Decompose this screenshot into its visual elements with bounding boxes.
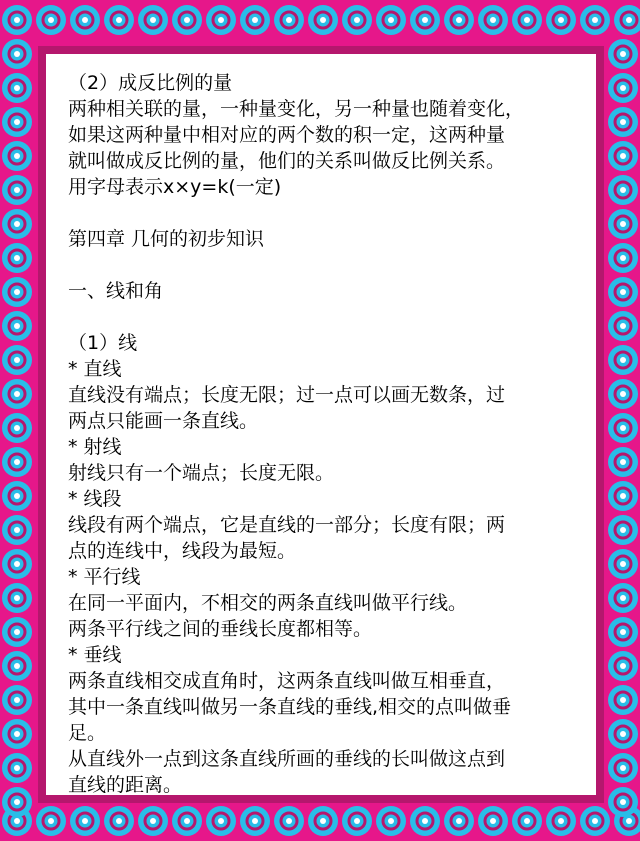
swirl-tile [206,806,236,836]
swirl-tile [2,345,32,375]
page-frame [38,46,604,803]
page-content-area [46,54,596,795]
swirl-tile [608,175,638,205]
swirl-tile [608,243,638,273]
straight-line-heading: * 直线 [68,358,122,380]
swirl-tile [2,209,32,239]
swirl-tile [478,806,508,836]
swirl-tile [2,617,32,647]
perpendicular-text-4: 从直线外一点到这条直线所画的垂线的长叫做这点到 [68,748,506,770]
swirl-tile [2,379,32,409]
parallel-text-1: 在同一平面内，不相交的两条直线叫做平行线。 [68,592,468,614]
perpendicular-text-2: 其中一条直线叫做另一条直线的垂线,相交的点叫做垂 [68,696,512,718]
swirl-tile [2,549,32,579]
parallel-text-2: 两条平行线之间的垂线长度都相等。 [68,618,373,640]
swirl-tile [2,39,32,69]
swirl-tile [608,685,638,715]
swirl-tile [342,806,372,836]
swirl-tile [2,583,32,613]
swirl-tile [2,515,32,545]
swirl-tile [608,617,638,647]
swirl-tile [608,719,638,749]
swirl-tile [308,806,338,836]
parallel-heading: * 平行线 [68,566,141,588]
swirl-tile [580,5,610,35]
swirl-tile [410,5,440,35]
swirl-tile [608,651,638,681]
perpendicular-text-3: 足。 [68,722,107,744]
swirl-tile [608,141,638,171]
inverse-proportion-heading: （2）成反比例的量 [68,72,233,94]
swirl-tile [36,806,66,836]
swirl-tile [614,5,640,35]
straight-line-text-2: 两点只能画一条直线。 [68,410,259,432]
swirl-tile [608,39,638,69]
swirl-tile [70,806,100,836]
swirl-tile [240,806,270,836]
swirl-tile [2,5,32,35]
perpendicular-text-1: 两条直线相交成直角时，这两条直线叫做互相垂直， [68,670,506,692]
swirl-tile [70,5,100,35]
swirl-tile [580,806,610,836]
swirl-tile [608,515,638,545]
inverse-proportion-line-2: 如果这两种量中相对应的两个数的积一定，这两种量 [68,124,506,146]
swirl-tile [2,447,32,477]
swirl-tile [2,277,32,307]
ray-heading: * 射线 [68,436,122,458]
document-body [68,70,588,795]
swirl-tile [138,806,168,836]
swirl-tile [138,5,168,35]
swirl-tile [2,413,32,443]
swirl-tile [608,107,638,137]
perpendicular-text-5: 直线的距离。 [68,774,183,795]
swirl-tile [512,5,542,35]
chapter-title: 第四章 几何的初步知识 [68,228,265,250]
swirl-tile [172,5,202,35]
swirl-tile [608,73,638,103]
swirl-tile [240,5,270,35]
swirl-tile [2,175,32,205]
straight-line-text-1: 直线没有端点；长度无限；过一点可以画无数条，过 [68,384,506,406]
swirl-tile [2,685,32,715]
swirl-tile [608,787,638,817]
swirl-tile [206,5,236,35]
swirl-tile [2,73,32,103]
swirl-tile [608,481,638,511]
spacer [68,252,588,278]
swirl-tile [608,379,638,409]
swirl-tile [608,583,638,613]
swirl-tile [2,651,32,681]
swirl-tile [608,345,638,375]
swirl-tile [2,311,32,341]
inverse-proportion-formula: 用字母表示x×y=k(一定) [68,176,282,198]
swirl-tile [608,277,638,307]
swirl-tile [2,107,32,137]
inverse-proportion-line-1: 两种相关联的量，一种量变化，另一种量也随着变化， [68,98,525,120]
swirl-tile [274,5,304,35]
swirl-tile [546,806,576,836]
swirl-tile [512,806,542,836]
subsection-title: （1）线 [68,332,138,354]
swirl-tile [608,413,638,443]
spacer [68,304,588,330]
perpendicular-heading: * 垂线 [68,644,122,666]
swirl-tile [2,787,32,817]
segment-heading: * 线段 [68,488,122,510]
segment-text-1: 线段有两个端点，它是直线的一部分；长度有限；两 [68,514,506,536]
swirl-tile [608,549,638,579]
swirl-tile [608,753,638,783]
swirl-tile [2,481,32,511]
inverse-proportion-line-3: 就叫做成反比例的量，他们的关系叫做反比例关系。 [68,150,506,172]
swirl-tile [546,5,576,35]
swirl-tile [608,447,638,477]
swirl-tile [274,806,304,836]
swirl-tile [104,5,134,35]
swirl-tile [376,806,406,836]
segment-text-2: 点的连线中，线段为最短。 [68,540,297,562]
swirl-tile [608,311,638,341]
swirl-tile [410,806,440,836]
swirl-tile [608,209,638,239]
swirl-tile [308,5,338,35]
swirl-tile [444,806,474,836]
spacer [68,200,588,226]
swirl-tile [342,5,372,35]
swirl-tile [444,5,474,35]
swirl-tile [2,243,32,273]
swirl-tile [2,141,32,171]
swirl-tile [104,806,134,836]
section-title: 一、线和角 [68,280,164,302]
swirl-tile [2,753,32,783]
swirl-tile [36,5,66,35]
swirl-tile [172,806,202,836]
swirl-tile [376,5,406,35]
swirl-tile [2,719,32,749]
swirl-tile [478,5,508,35]
ray-text: 射线只有一个端点；长度无限。 [68,462,335,484]
